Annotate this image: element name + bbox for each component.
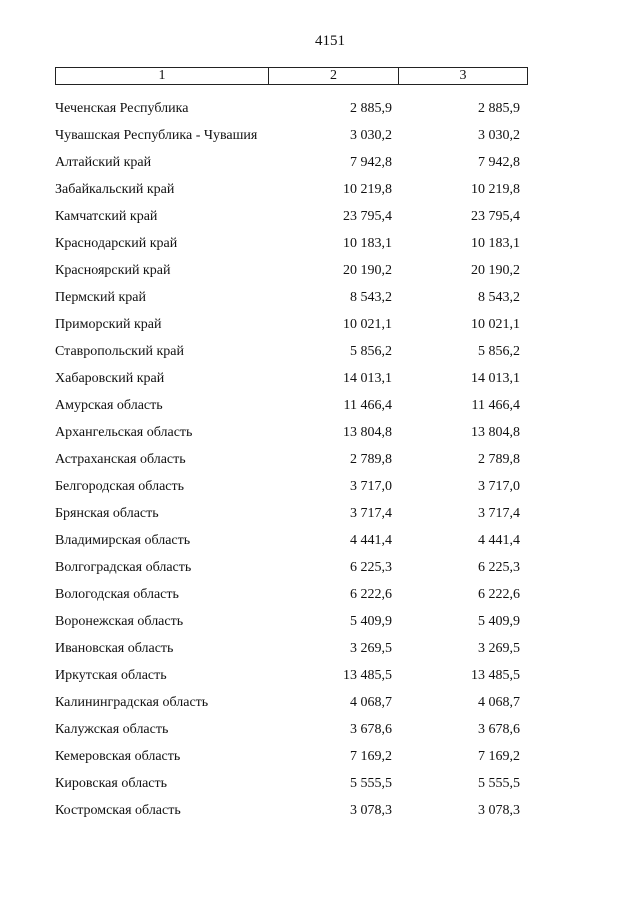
region-name: Ивановская область (55, 641, 174, 656)
value-column-3: 10 219,8 (471, 182, 520, 197)
table-row (55, 477, 528, 504)
table-row (55, 612, 528, 639)
region-name: Архангельская область (55, 425, 193, 440)
table-row (55, 423, 528, 450)
value-column-3: 10 183,1 (471, 236, 520, 251)
value-column-2: 7 169,2 (350, 749, 392, 764)
region-name: Костромская область (55, 803, 181, 818)
column-header-1: 1 (56, 68, 269, 84)
value-column-2: 23 795,4 (343, 209, 392, 224)
region-name: Алтайский край (55, 155, 152, 170)
table-row (55, 558, 528, 585)
region-name: Амурская область (55, 398, 163, 413)
value-column-2: 2 789,8 (350, 452, 392, 467)
value-column-3: 5 409,9 (478, 614, 520, 629)
value-column-2: 5 555,5 (350, 776, 392, 791)
value-column-3: 4 441,4 (478, 533, 520, 548)
value-column-2: 13 485,5 (343, 668, 392, 683)
value-column-2: 10 219,8 (343, 182, 392, 197)
value-column-2: 6 222,6 (350, 587, 392, 602)
region-name: Кировская область (55, 776, 168, 791)
value-column-2: 3 717,0 (350, 479, 392, 494)
value-column-2: 5 856,2 (350, 344, 392, 359)
value-column-3: 3 678,6 (478, 722, 520, 737)
table-row (55, 585, 528, 612)
region-name: Пермский край (55, 290, 146, 305)
value-column-3: 6 222,6 (478, 587, 520, 602)
region-name: Белгородская область (55, 479, 185, 494)
value-column-2: 14 013,1 (343, 371, 392, 386)
table-row (55, 261, 528, 288)
value-column-2: 8 543,2 (350, 290, 392, 305)
table-row (55, 315, 528, 342)
table-row (55, 99, 528, 126)
table-row (55, 747, 528, 774)
table-row (55, 153, 528, 180)
region-name: Владимирская область (55, 533, 191, 548)
value-column-2: 11 466,4 (343, 398, 392, 413)
value-column-3: 14 013,1 (471, 371, 520, 386)
value-column-2: 5 409,9 (350, 614, 392, 629)
value-column-2: 2 885,9 (350, 101, 392, 116)
value-column-3: 7 169,2 (478, 749, 520, 764)
region-name: Калининградская область (55, 695, 209, 710)
region-name: Воронежская область (55, 614, 184, 629)
value-column-3: 6 225,3 (478, 560, 520, 575)
region-name: Чеченская Республика (55, 101, 189, 116)
value-column-3: 5 555,5 (478, 776, 520, 791)
value-column-2: 10 183,1 (343, 236, 392, 251)
table-row (55, 504, 528, 531)
value-column-3: 7 942,8 (478, 155, 520, 170)
value-column-3: 3 717,4 (478, 506, 520, 521)
value-column-2: 20 190,2 (343, 263, 392, 278)
table-row (55, 639, 528, 666)
value-column-3: 10 021,1 (471, 317, 520, 332)
table-row (55, 126, 528, 153)
region-name: Калужская область (55, 722, 169, 737)
value-column-3: 20 190,2 (471, 263, 520, 278)
table-body (55, 99, 528, 828)
column-header-2: 2 (269, 68, 399, 84)
value-column-3: 3 269,5 (478, 641, 520, 656)
value-column-2: 3 678,6 (350, 722, 392, 737)
region-name: Камчатский край (55, 209, 158, 224)
table-row (55, 774, 528, 801)
table-row (55, 450, 528, 477)
region-name: Чувашская Республика - Чувашия (55, 128, 258, 143)
value-column-3: 8 543,2 (478, 290, 520, 305)
value-column-2: 4 068,7 (350, 695, 392, 710)
table-row (55, 693, 528, 720)
value-column-2: 6 225,3 (350, 560, 392, 575)
value-column-2: 4 441,4 (350, 533, 392, 548)
table-row (55, 666, 528, 693)
value-column-2: 3 030,2 (350, 128, 392, 143)
region-name: Приморский край (55, 317, 162, 332)
table-row (55, 801, 528, 828)
region-name: Иркутская область (55, 668, 167, 683)
value-column-3: 5 856,2 (478, 344, 520, 359)
table-header (55, 67, 528, 85)
value-column-3: 13 485,5 (471, 668, 520, 683)
region-name: Брянская область (55, 506, 159, 521)
region-name: Волгоградская область (55, 560, 192, 575)
table-row (55, 531, 528, 558)
column-header-3: 3 (459, 68, 467, 83)
value-column-3: 2 885,9 (478, 101, 520, 116)
table-row (55, 288, 528, 315)
region-name: Хабаровский край (55, 371, 165, 386)
value-column-3: 23 795,4 (471, 209, 520, 224)
value-column-2: 3 717,4 (350, 506, 392, 521)
region-name: Астраханская область (55, 452, 186, 467)
table-row (55, 369, 528, 396)
value-column-3: 3 717,0 (478, 479, 520, 494)
region-name: Красноярский край (55, 263, 171, 278)
table-row (55, 234, 528, 261)
region-name: Краснодарский край (55, 236, 178, 251)
region-name: Вологодская область (55, 587, 179, 602)
value-column-3: 13 804,8 (471, 425, 520, 440)
table-row (55, 720, 528, 747)
table-row (55, 396, 528, 423)
table-row (55, 180, 528, 207)
value-column-3: 3 030,2 (478, 128, 520, 143)
value-column-2: 7 942,8 (350, 155, 392, 170)
value-column-3: 11 466,4 (471, 398, 520, 413)
value-column-3: 4 068,7 (478, 695, 520, 710)
value-column-2: 3 078,3 (350, 803, 392, 818)
value-column-2: 10 021,1 (343, 317, 392, 332)
value-column-2: 13 804,8 (343, 425, 392, 440)
value-column-3: 3 078,3 (478, 803, 520, 818)
region-name: Ставропольский край (55, 344, 184, 359)
region-name: Забайкальский край (55, 182, 175, 197)
value-column-2: 3 269,5 (350, 641, 392, 656)
table-row (55, 207, 528, 234)
value-column-3: 2 789,8 (478, 452, 520, 467)
table-row (55, 342, 528, 369)
region-name: Кемеровская область (55, 749, 181, 764)
page-number: 4151 (315, 33, 345, 49)
